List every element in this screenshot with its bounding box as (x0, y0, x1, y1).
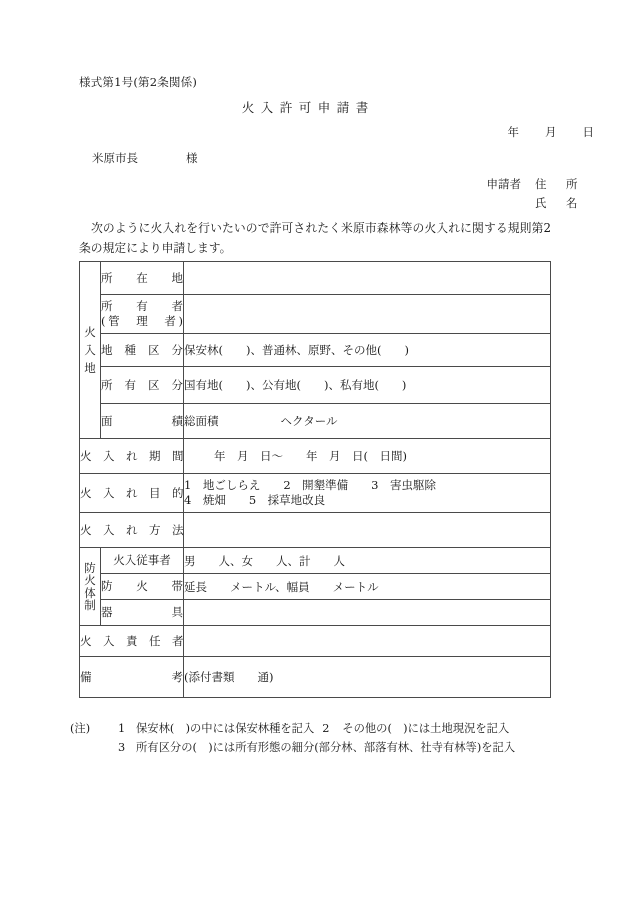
applicant-address-label: 住 所 (535, 177, 582, 191)
label-period: 火 入 れ 期 間 (80, 439, 184, 474)
group-label-char-2: 入 (84, 342, 96, 357)
intro-paragraph: 次のように火入れを行いたいので許可されたく米原市森林等の火入れに関する規則第2条の規定により申請します。 (79, 221, 551, 255)
label-purpose: 火 入 れ 目 的 (80, 474, 184, 513)
value-workers[interactable]: 男 人、女 人、計 人 (184, 548, 551, 574)
table-row-responsible (80, 626, 551, 657)
date-month: 月 (545, 125, 557, 139)
table-row-method (80, 513, 551, 548)
label-responsible: 火 入 責 任 者 (80, 626, 184, 657)
footnote-tag: (注) (70, 722, 91, 735)
value-firebreak[interactable]: 延長 メートル、幅員 メートル (184, 574, 551, 600)
application-table (79, 261, 551, 698)
table-row-remarks (80, 657, 551, 698)
label-owner-line2: (管 理 者) (101, 314, 183, 328)
label-equipment: 器 具 (101, 600, 184, 626)
applicant-label: 申請者 (486, 177, 521, 191)
value-equipment[interactable] (184, 600, 551, 626)
value-remarks[interactable]: (添付書類 通) (184, 657, 551, 698)
purpose-options-line2: 4 焼畑 5 採草地改良 (184, 493, 326, 507)
label-ownership-type: 所 有 区 分 (101, 367, 184, 404)
addressee-name: 米原市長 (92, 151, 138, 165)
footnote-num-2: 2 (322, 722, 330, 735)
footnote-text-2: その他の( )には土地現況を記入 (342, 722, 510, 735)
footnote-text-3: 所有区分の( )には所有形態の細分(部分林、部落有林、社寺有林等)を記入 (136, 741, 516, 754)
table-row-owner (80, 295, 551, 334)
footnote-line-2 (70, 738, 580, 757)
footnote-line-1 (70, 719, 580, 738)
footnotes (70, 719, 580, 757)
label-remarks: 備 考 (80, 657, 184, 698)
date-day: 日 (582, 125, 594, 139)
value-responsible[interactable] (184, 626, 551, 657)
group-label-char-3: 地 (84, 360, 96, 375)
value-period-text: 年 月 日〜 年 月 日( 日間) (214, 449, 407, 463)
label-land-type: 地 種 区 分 (101, 334, 184, 367)
addressee-honorific: 様 (186, 151, 198, 165)
footnote-num-3: 3 (118, 741, 126, 754)
value-area-label: 総面積 (184, 414, 219, 428)
label-location: 所 在 地 (101, 262, 184, 295)
value-location[interactable] (184, 262, 551, 295)
group-label-fp-char-3: 体 (84, 585, 96, 600)
value-purpose[interactable] (184, 474, 551, 513)
label-method: 火 入 れ 方 法 (80, 513, 184, 548)
label-owner-line1: 所 有 者 (101, 299, 183, 313)
date-line (0, 124, 594, 140)
group-label-fp-char-4: 制 (84, 598, 96, 613)
table-row-period (80, 439, 551, 474)
table-row-firebreak (80, 574, 551, 600)
form-code: 様式第1号(第2条関係) (79, 75, 198, 89)
table-row-equipment (80, 600, 551, 626)
label-workers: 火入従事者 (101, 548, 184, 574)
value-period[interactable] (184, 439, 551, 474)
footnote-text-1: 保安林( )の中には保安林種を記入 (136, 722, 315, 735)
table-row-location (80, 262, 551, 295)
table-row-land-type (80, 334, 551, 367)
applicant-block (0, 175, 582, 213)
purpose-options-line1: 1 地ごしらえ 2 開墾準備 3 害虫駆除 (184, 477, 436, 492)
date-year: 年 (507, 125, 519, 139)
group-label-fp-char-1: 防 (84, 560, 96, 575)
value-area[interactable] (184, 404, 551, 439)
applicant-name-label: 氏 名 (535, 196, 582, 210)
table-row-purpose (80, 474, 551, 513)
group-label-char-1: 火 (84, 325, 96, 340)
label-owner (101, 295, 184, 334)
value-method[interactable] (184, 513, 551, 548)
group-label-fire-prevention (80, 548, 101, 626)
value-ownership-type[interactable]: 国有地( )、公有地( )、私有地( ) (184, 367, 551, 404)
value-area-unit: ヘクタール (280, 414, 338, 428)
group-label-fp-char-2: 火 (84, 573, 96, 588)
footnote-num-1: 1 (118, 722, 126, 735)
value-owner[interactable] (184, 295, 551, 334)
value-land-type[interactable]: 保安林( )、普通林、原野、その他( ) (184, 334, 551, 367)
table-row-workers (80, 548, 551, 574)
table-row-area (80, 404, 551, 439)
table-row-ownership-type (80, 367, 551, 404)
label-area: 面 積 (101, 404, 184, 439)
addressee (92, 150, 198, 166)
group-label-fire-land (80, 262, 101, 439)
label-firebreak: 防 火 帯 (101, 574, 184, 600)
document-title: 火入許可申請書 (241, 100, 375, 115)
